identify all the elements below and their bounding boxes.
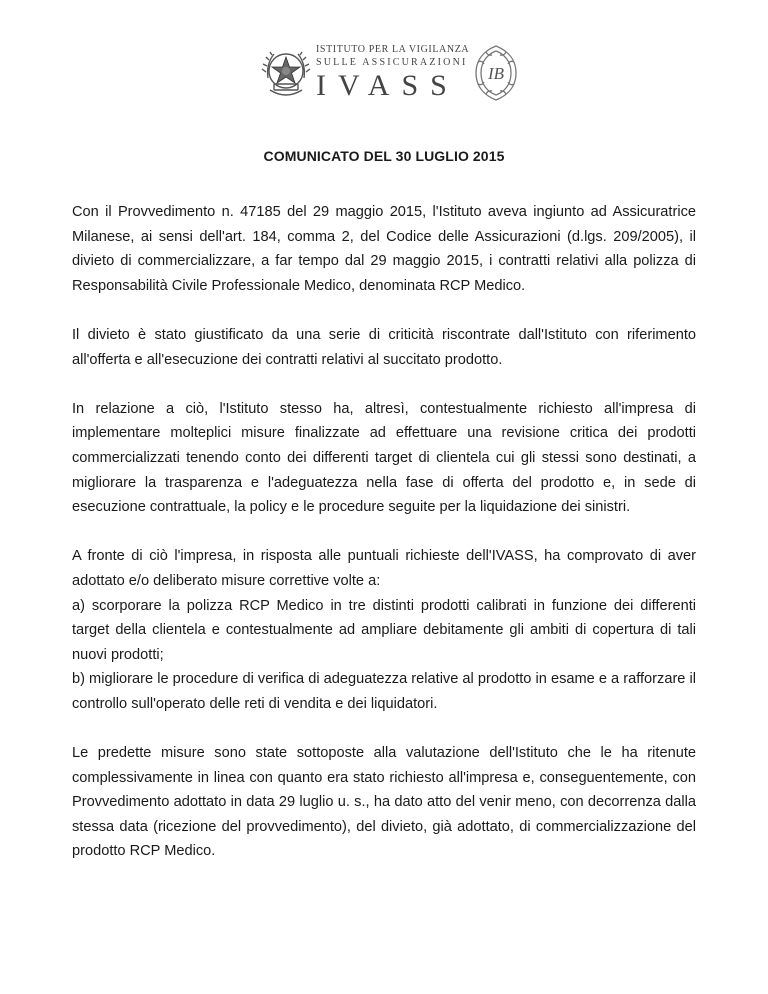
seal-monogram: IB <box>487 64 505 83</box>
document-body <box>72 200 696 889</box>
logo-institute-line: ISTITUTO PER LA VIGILANZA <box>316 44 470 55</box>
logo-insurance-line: SULLE ASSICURAZIONI <box>316 57 468 68</box>
paragraph-4-item-a: a) scorporare la polizza RCP Medico in tre distinti prodotti calibrati in funzione dei differenti target della clientela e contestualmente ad ampliare debitamente gli ambiti di copertura di tali nuovi prodotti; <box>72 597 696 663</box>
paragraph-5: Le predette misure sono state sottoposte alla valutazione dell'Istituto che le ha ritenute complessivamente in linea con quanto era stato richiesto all'impresa e, conseguentemente, con Provvedimento adottato in data 29 luglio u. s., ha dato atto del venir meno, con decorrenza dalla stessa data (ricezione del provvedimento), del divieto, già adottato, di commercializzazione del prodotto RCP Medico. <box>72 745 696 860</box>
paragraph-4 <box>72 544 696 716</box>
letterhead <box>258 42 520 104</box>
ib-monogram-seal-icon <box>472 44 520 102</box>
paragraph-1: Con il Provvedimento n. 47185 del 29 maggio 2015, l'Istituto aveva ingiunto ad Assicuratrice Milanese, ai sensi dell'art. 184, comma 2, del Codice delle Assicurazioni (d.lgs. 209/2005), il divieto di commercializzare, a far tempo dal 29 maggio 2015, i contratti relativi alla polizza di Responsabilità Civile Professionale Medico, denominata RCP Medico. <box>72 204 696 294</box>
document-title: COMUNICATO DEL 30 LUGLIO 2015 <box>263 148 505 164</box>
paragraph-4-item-b: b) migliorare le procedure di verifica di adeguatezza relative al prodotto in esame e a rafforzare il controllo sull'operato delle reti di vendita e dei liquidatori. <box>72 671 696 712</box>
logo-ivass-wordmark: IVASS <box>316 69 459 102</box>
italian-republic-emblem-icon <box>258 44 314 102</box>
paragraph-4-intro: A fronte di ciò l'impresa, in risposta alle puntuali richieste dell'IVASS, ha comprovato di aver adottato e/o deliberato misure correttive volte a: <box>72 548 696 589</box>
paragraph-3: In relazione a ciò, l'Istituto stesso ha, altresì, contestualmente richiesto all'impresa di implementare molteplici misure finalizzate ad effettuare una revisione critica dei prodotti commercializzati tenendo conto dei differenti target di clientela cui gli stessi sono destinati, a migliorare la trasparenza e l'adeguatezza nella fase di offerta del prodotto e, in sede di esecuzione contrattuale, la policy e le procedure seguite per la liquidazione dei sinistri. <box>72 400 696 516</box>
paragraph-2: Il divieto è stato giustificato da una serie di criticità riscontrate dall'Istituto con riferimento all'offerta e all'esecuzione dei contratti relativi al succitato prodotto. <box>72 326 696 368</box>
